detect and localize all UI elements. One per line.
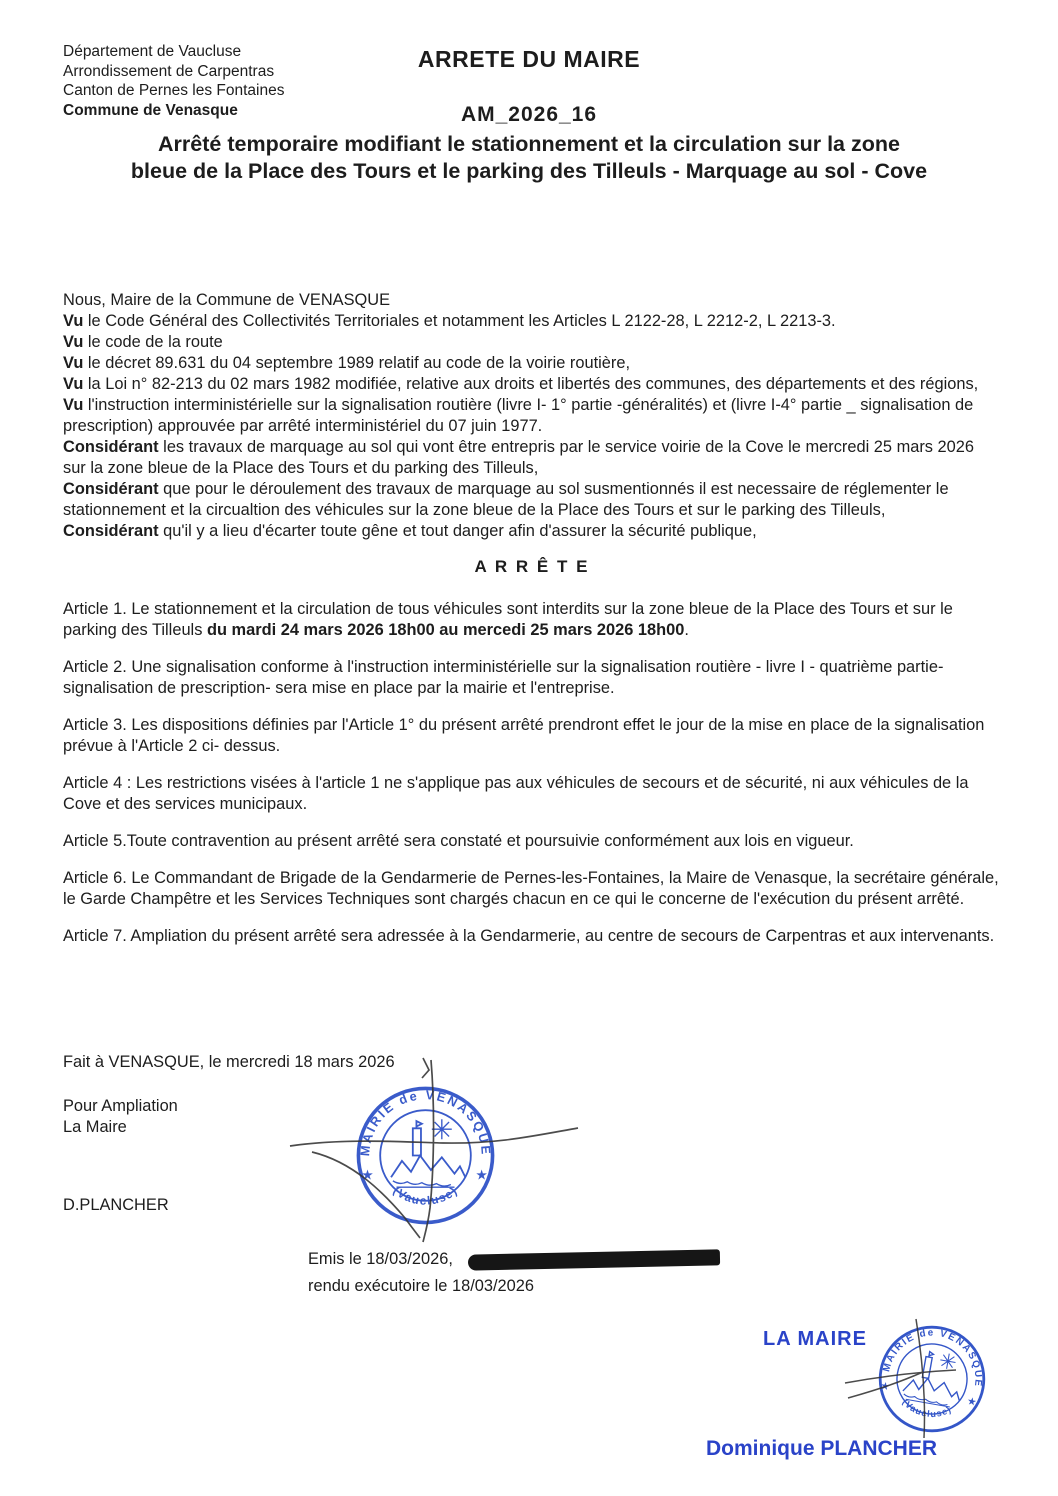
article-paragraph: Article 4 : Les restrictions visées à l'article 1 ne s'applique pas aux véhicules de secours et de sécurité, ni aux véhicules de la Cove et des services municipaux.	[63, 774, 969, 813]
doc-title: ARRETE DU MAIRE	[417, 46, 641, 72]
doc-subtitle-line1: Arrêté temporaire modifiant le stationnement et la circulation sur la zone	[158, 132, 900, 156]
arrete-heading: A R R Ê T E	[474, 557, 590, 576]
venasque-round-stamp	[867, 1314, 997, 1444]
preamble	[63, 290, 1001, 542]
admin-line-arrondissement: Arrondissement de Carpentras	[63, 62, 275, 80]
document-body	[63, 290, 1001, 963]
admin-line-commune: Commune de Venasque	[63, 101, 238, 119]
signatory-name: D.PLANCHER	[63, 1196, 169, 1214]
pour-ampliation-label: Pour Ampliation	[63, 1097, 178, 1115]
executoire-line: rendu exécutoire le 18/03/2026	[308, 1277, 534, 1295]
article-paragraph: Article 3. Les dispositions définies par l'Article 1° du présent arrêté prendront effet le jour de la mise en place de la signalisation prévue à l'Article 2 ci- dessus.	[63, 716, 985, 755]
article-paragraph: Article 6. Le Commandant de Brigade de la Gendarmerie de Pernes-les-Fontaines, la Maire de Venasque, la secrétaire générale, le Garde Champêtre et les Services Techniques sont chargés chacun en ce qui le concerne de l'exécution du présent arrêté.	[63, 869, 999, 908]
stamp-ring-top-text: MAIRIE de VENASQUE	[881, 1327, 984, 1389]
doc-reference: AM_2026_16	[460, 103, 598, 126]
stamp-emblem-art	[902, 1347, 968, 1409]
article-paragraph: Article 2. Une signalisation conforme à l'instruction interministérielle sur la signalisation routière - livre I - quatrième partie- signalisation de prescription- sera mise en place par la mairie et l'entreprise.	[63, 658, 944, 697]
article-paragraph: Article 5.Toute contravention au présent arrêté sera constaté et poursuivie conformément aux lois en vigueur.	[63, 832, 854, 850]
doc-subtitle-line2: bleue de la Place des Tours et le parking des Tilleuls - Marquage au sol - Cove	[130, 159, 928, 183]
stamp-emblem-art	[391, 1119, 465, 1187]
svg-text:MAIRIE de VENASQUE	[358, 1088, 493, 1157]
ampliation-block	[63, 1096, 178, 1138]
stamp-ring-bottom-text: (Vaucluse)	[390, 1184, 461, 1208]
mayor-name-stamp-text: Dominique PLANCHER	[706, 1437, 937, 1460]
star-icon: ★	[362, 1169, 373, 1183]
preamble-paragraph: Considérant les travaux de marquage au sol qui vont être entrepris par le service voirie de la Cove le mercredi 25 mars 2026 sur la zone bleue de la Place des Tours et du parking des Tilleuls,	[63, 438, 975, 477]
stamp-ring-top-text: MAIRIE de VENASQUE	[358, 1088, 493, 1157]
preamble-paragraph: Vu la Loi n° 82-213 du 02 mars 1982 modifiée, relative aux droits et libertés des communes, des départements et des régions,	[63, 375, 979, 393]
star-icon: ★	[967, 1395, 977, 1408]
doc-subtitle	[0, 131, 1058, 185]
la-maire-label: La Maire	[63, 1118, 127, 1136]
stamp-ring-bottom-text: (Vaucluse)	[900, 1397, 954, 1420]
admin-line-departement: Département de Vaucluse	[63, 43, 242, 60]
admin-line-canton: Canton de Pernes les Fontaines	[63, 82, 285, 99]
preamble-paragraph: Vu l'instruction interministérielle sur la signalisation routière (livre I- 1° partie -généralités) et (livre I-4° partie _ signalisation de prescription) approuvée par arrêté interministériel du 07 juin 1977.	[63, 396, 974, 435]
preamble-paragraph: Vu le décret 89.631 du 04 septembre 1989 relatif au code de la voirie routière,	[63, 354, 631, 372]
preamble-paragraph: Nous, Maire de la Commune de VENASQUE	[63, 291, 391, 309]
preamble-paragraph: Considérant qu'il y a lieu d'écarter toute gêne et tout danger afin d'assurer la sécurité publique,	[63, 522, 757, 540]
la-maire-stamp-text: LA MAIRE	[763, 1328, 867, 1350]
articles	[63, 599, 1001, 947]
article-paragraph: Article 1. Le stationnement et la circulation de tous véhicules sont interdits sur la zone bleue de la Place des Tours et sur le parking des Tilleuls du mardi 24 mars 2026 18h00 au mercedi 25 mars 2026 18h00.	[63, 600, 953, 639]
venasque-round-stamp	[353, 1083, 498, 1228]
fait-line: Fait à VENASQUE, le mercredi 18 mars 2026	[63, 1053, 395, 1071]
preamble-paragraph: Vu le Code Général des Collectivités Territoriales et notamment les Articles L 2122-28, L 2212-2, L 2213-3.	[63, 312, 836, 330]
emis-line: Emis le 18/03/2026,	[308, 1250, 453, 1268]
star-icon: ★	[476, 1169, 487, 1183]
stamp-inner-ring	[891, 1338, 972, 1419]
article-paragraph: Article 7. Ampliation du présent arrêté sera adressée à la Gendarmerie, au centre de secours de Carpentras et aux intervenants.	[63, 927, 995, 945]
preamble-paragraph: Considérant que pour le déroulement des travaux de marquage au sol susmentionnés il est necessaire de réglementer le stationnement et la circualtion des véhicules sur la zone bleue de la Place des Tours et sur le parking des Tilleuls,	[63, 480, 949, 519]
star-icon: ★	[880, 1380, 890, 1392]
preamble-paragraph: Vu le code de la route	[63, 333, 223, 351]
